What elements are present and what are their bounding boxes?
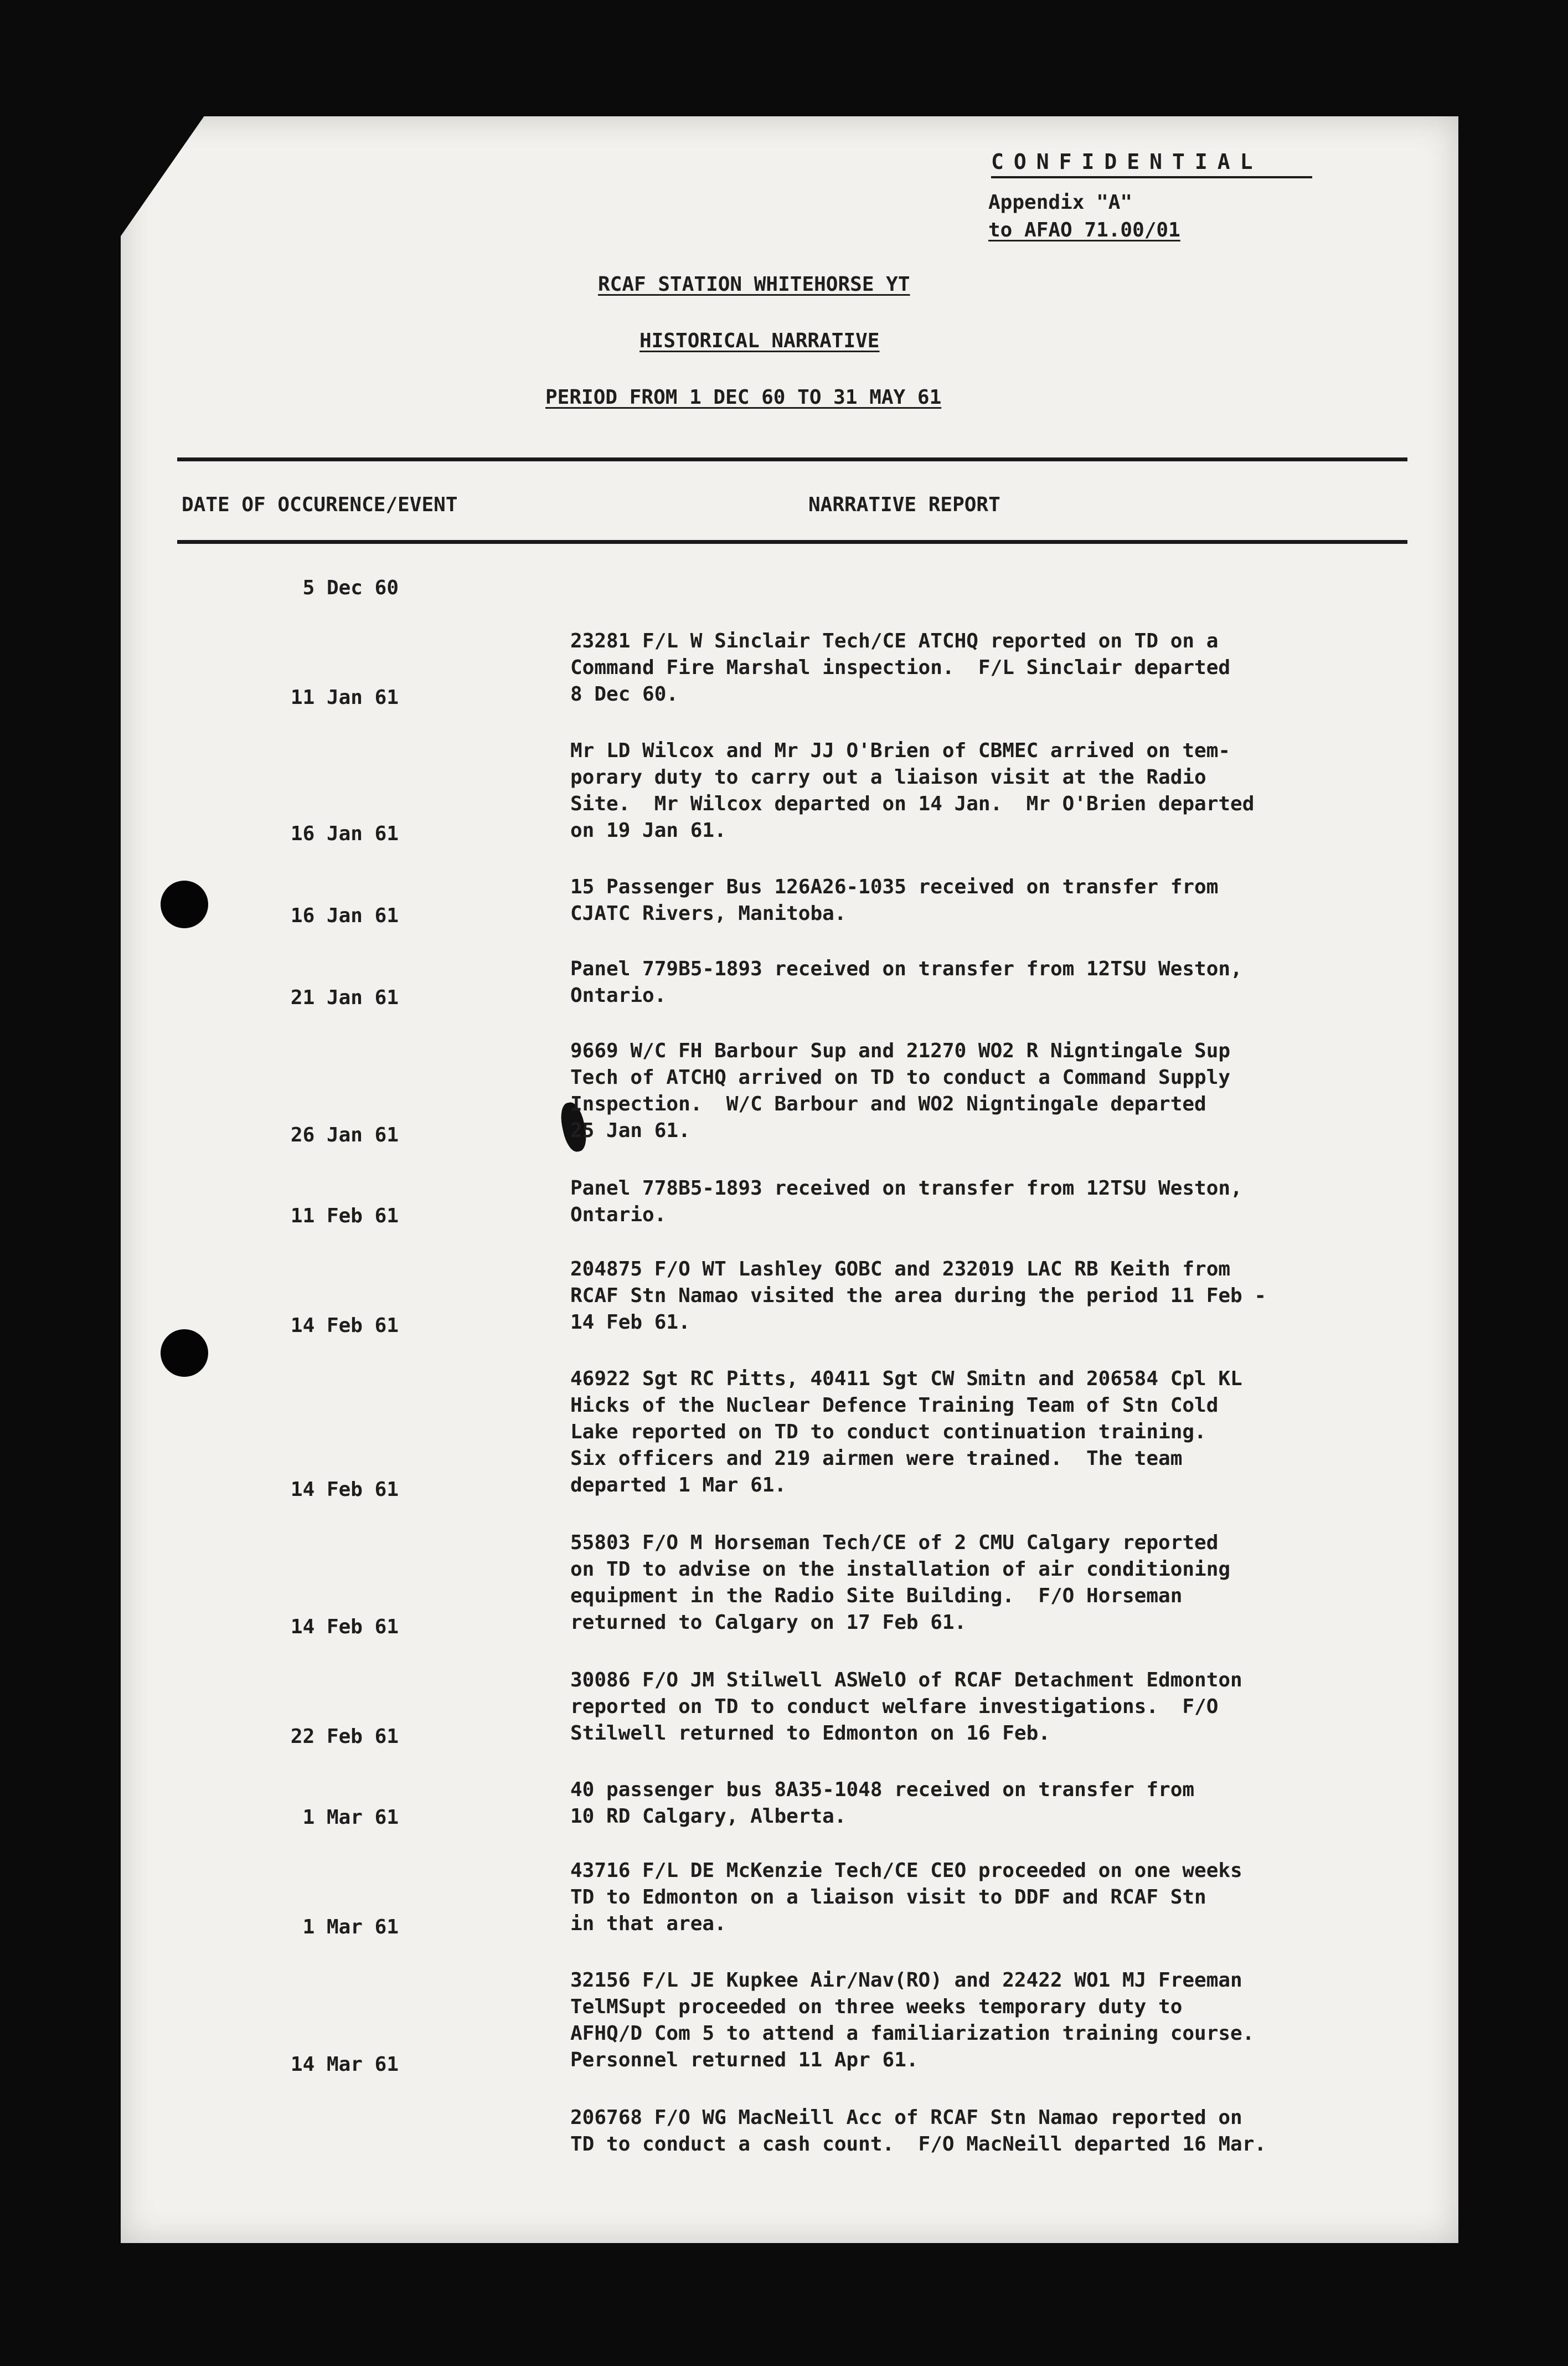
entry-text: 40 passenger bus 8A35-1048 received on transfer from 10 RD Calgary, Alberta. [570, 1778, 1195, 1828]
column-header-date: DATE OF OCCURENCE/EVENT [182, 493, 458, 516]
entry-date: 14 Feb 61 [290, 1314, 399, 1337]
header-rule-bottom [177, 540, 1407, 544]
entry-text: 43716 F/L DE McKenzie Tech/CE CEO proceeded on one weeks TD to Edmonton on a liaison visit to DDF and RCAF Stn in that area. [570, 1859, 1242, 1935]
entry-date: 1 Mar 61 [302, 1806, 399, 1829]
entry-text: 23281 F/L W Sinclair Tech/CE ATCHQ reported on TD on a Command Fire Marshal inspection. F/L Sinclair departed 8 Dec 60. [570, 630, 1231, 706]
entry-date: 16 Jan 61 [290, 822, 399, 845]
entry-text: 46922 Sgt RC Pitts, 40411 Sgt CW Smitn and 206584 Cpl KL Hicks of the Nuclear Defence Training Team of Stn Cold Lake reported on TD to conduct continuation training. Six officers and 219 airmen were trained. The team departed 1 Mar 61. [570, 1367, 1242, 1496]
entry-date: 14 Feb 61 [290, 1478, 399, 1501]
header-rule-top [177, 457, 1407, 461]
entry-text: 204875 F/O WT Lashley GOBC and 232019 LAC RB Keith from RCAF Stn Namao visited the area during the period 11 Feb - 14 Feb 61. [570, 1258, 1267, 1334]
entry-text: 55803 F/O M Horseman Tech/CE of 2 CMU Calgary reported on TD to advise on the installation of air conditioning equipment in the Radio Site Building. F/O Horseman returned to Calgary on 17 Feb 61. [570, 1531, 1231, 1634]
entry-text: 9669 W/C FH Barbour Sup and 21270 WO2 R Nigntingale Sup Tech of ATCHQ arrived on TD to conduct a Command Supply Inspection. W/C Barbour and WO2 Nigntingale departed 25 Jan 61. [570, 1040, 1231, 1142]
period-heading: PERIOD FROM 1 DEC 60 TO 31 MAY 61 [545, 386, 942, 409]
entry-text: 32156 F/L JE Kupkee Air/Nav(RO) and 22422 WO1 MJ Freeman TelMSupt proceeded on three weeks temporary duty to AFHQ/D Com 5 to attend a familiarization training course. Personnel returned 11 Apr 61. [570, 1969, 1255, 2071]
entry-date: 14 Feb 61 [290, 1616, 399, 1638]
entry-date: 26 Jan 61 [290, 1124, 399, 1146]
entry-date: 14 Mar 61 [290, 2053, 399, 2076]
station-title: RCAF STATION WHITEHORSE YT [598, 273, 910, 296]
entry-date: 11 Feb 61 [290, 1205, 399, 1227]
classification-underline [991, 176, 1312, 178]
document-title: HISTORICAL NARRATIVE [639, 330, 880, 352]
entry-date: 16 Jan 61 [290, 904, 399, 927]
entry-date: 11 Jan 61 [290, 686, 399, 709]
classification-mark: CONFIDENTIAL [991, 150, 1263, 174]
entry-text: Panel 779B5-1893 received on transfer from 12TSU Weston, Ontario. [570, 958, 1242, 1007]
torn-corner [117, 114, 206, 241]
entry-text: Panel 778B5-1893 received on transfer from 12TSU Weston, Ontario. [570, 1177, 1242, 1226]
column-header-report: NARRATIVE REPORT [808, 493, 1000, 516]
entry-text: 206768 F/O WG MacNeill Acc of RCAF Stn Namao reported on TD to conduct a cash count. F/O MacNeill departed 16 Mar. [570, 2106, 1267, 2156]
entry-date: 1 Mar 61 [302, 1916, 399, 1938]
entry-text: Mr LD Wilcox and Mr JJ O'Brien of CBMEC arrived on tem- porary duty to carry out a liaison visit at the Radio Site. Mr Wilcox departed on 14 Jan. Mr O'Brien departed on 19 Jan 61. [570, 739, 1255, 842]
appendix-line1: Appendix "A" [988, 191, 1133, 214]
entry-date: 5 Dec 60 [302, 577, 399, 599]
entry-date: 22 Feb 61 [290, 1725, 399, 1748]
entry-date: 21 Jan 61 [290, 986, 399, 1009]
appendix-line2: to AFAO 71.00/01 [988, 219, 1180, 241]
entry-text: 30086 F/O JM Stilwell ASWelO of RCAF Detachment Edmonton reported on TD to conduct welfare investigations. F/O Stilwell returned to Edmonton on 16 Feb. [570, 1669, 1242, 1745]
entry-text: 15 Passenger Bus 126A26-1035 received on transfer from CJATC Rivers, Manitoba. [570, 876, 1219, 925]
